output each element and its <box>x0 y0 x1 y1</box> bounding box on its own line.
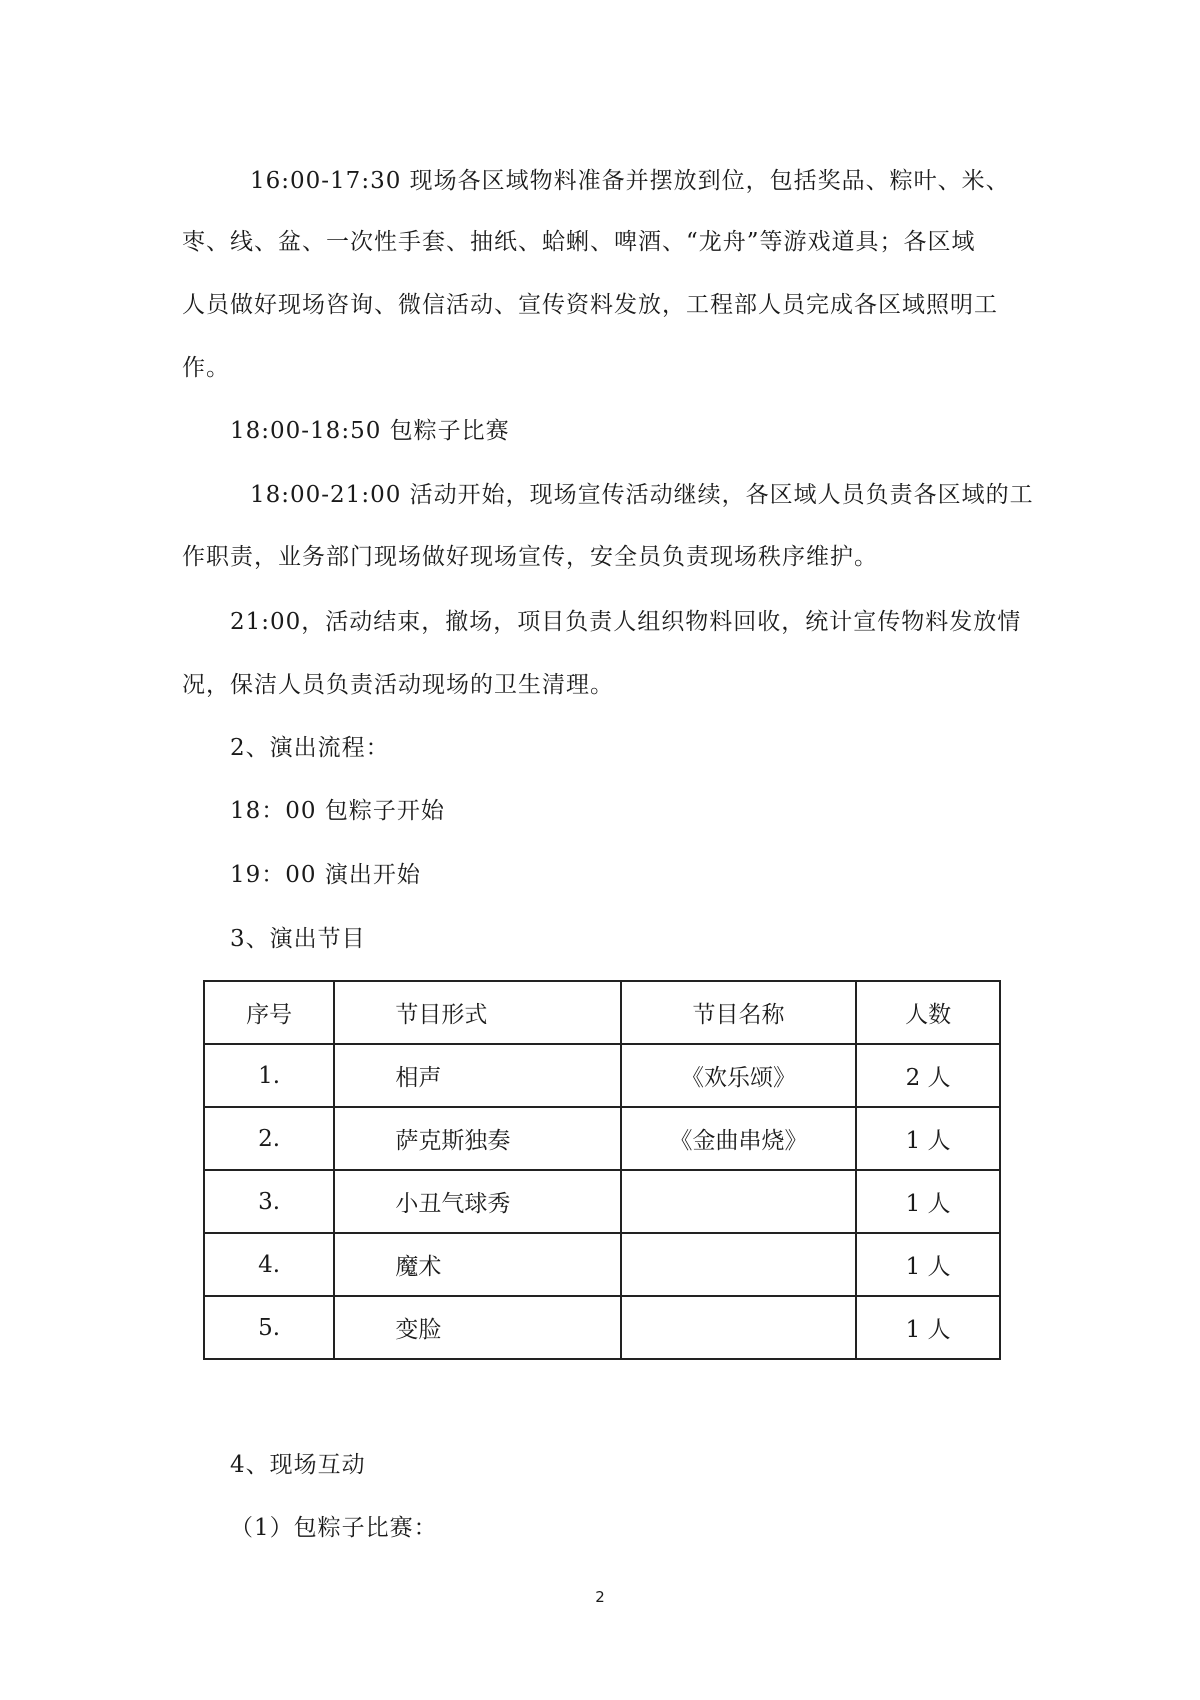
table-cell <box>621 1233 856 1296</box>
table-cell: 《欢乐颂》 <box>621 1044 856 1107</box>
table-cell <box>621 1296 856 1359</box>
table-cell: 2 人 <box>856 1044 1000 1107</box>
paragraph-end-line-2: 况，保洁人员负责活动现场的卫生清理。 <box>182 672 614 698</box>
table-cell <box>621 1170 856 1233</box>
paragraph-end-line-1: 21:00，活动结束，撤场，项目负责人组织物料回收，统计宣传物料发放情 <box>230 609 1022 635</box>
table-cell: 1. <box>204 1044 334 1107</box>
paragraph-contest-time: 18:00-18:50 包粽子比赛 <box>230 418 510 444</box>
table-header-cell: 节目名称 <box>621 981 856 1044</box>
table-cell: 《金曲串烧》 <box>621 1107 856 1170</box>
table-cell: 3. <box>204 1170 334 1233</box>
table-cell: 1 人 <box>856 1233 1000 1296</box>
table-header-cell: 序号 <box>204 981 334 1044</box>
program-table <box>203 980 1001 1360</box>
timeline-item-2: 19：00 演出开始 <box>230 862 421 888</box>
table-cell: 2. <box>204 1107 334 1170</box>
heading-dumpling-contest: （1）包粽子比赛： <box>230 1515 438 1541</box>
table-cell: 魔术 <box>334 1233 621 1296</box>
table-header-cell: 节目形式 <box>334 981 621 1044</box>
table-row <box>204 1296 1000 1359</box>
table-row <box>204 1107 1000 1170</box>
table-row <box>204 1233 1000 1296</box>
paragraph-schedule-line-1: 16:00-17:30 现场各区域物料准备并摆放到位，包括奖品、粽叶、米、 <box>250 168 1010 194</box>
paragraph-schedule-line-3: 人员做好现场咨询、微信活动、宣传资料发放，工程部人员完成各区域照明工 <box>182 292 998 318</box>
table-header-row <box>204 981 1000 1044</box>
table-cell: 4. <box>204 1233 334 1296</box>
paragraph-schedule-line-4: 作。 <box>182 355 230 381</box>
table-cell: 1 人 <box>856 1170 1000 1233</box>
table-cell: 相声 <box>334 1044 621 1107</box>
paragraph-activity-line-1: 18:00-21:00 活动开始，现场宣传活动继续，各区域人员负责各区域的工 <box>250 482 1034 508</box>
heading-performance-programs: 3、演出节目 <box>230 926 366 952</box>
page-number: 2 <box>595 1588 605 1606</box>
paragraph-schedule-line-2: 枣、线、盆、一次性手套、抽纸、蛤蜊、啤酒、“龙舟”等游戏道具；各区域 <box>182 229 976 255</box>
table-row <box>204 1170 1000 1233</box>
table-cell: 变脸 <box>334 1296 621 1359</box>
table-cell: 1 人 <box>856 1107 1000 1170</box>
table-cell: 萨克斯独奏 <box>334 1107 621 1170</box>
paragraph-activity-line-2: 作职责，业务部门现场做好现场宣传，安全员负责现场秩序维护。 <box>182 544 878 570</box>
table-cell: 小丑气球秀 <box>334 1170 621 1233</box>
heading-onsite-interaction: 4、现场互动 <box>230 1452 366 1478</box>
table-row <box>204 1044 1000 1107</box>
heading-performance-flow: 2、演出流程： <box>230 735 390 761</box>
timeline-item-1: 18：00 包粽子开始 <box>230 798 445 824</box>
table-header-cell: 人数 <box>856 981 1000 1044</box>
table-cell: 1 人 <box>856 1296 1000 1359</box>
table-cell: 5. <box>204 1296 334 1359</box>
